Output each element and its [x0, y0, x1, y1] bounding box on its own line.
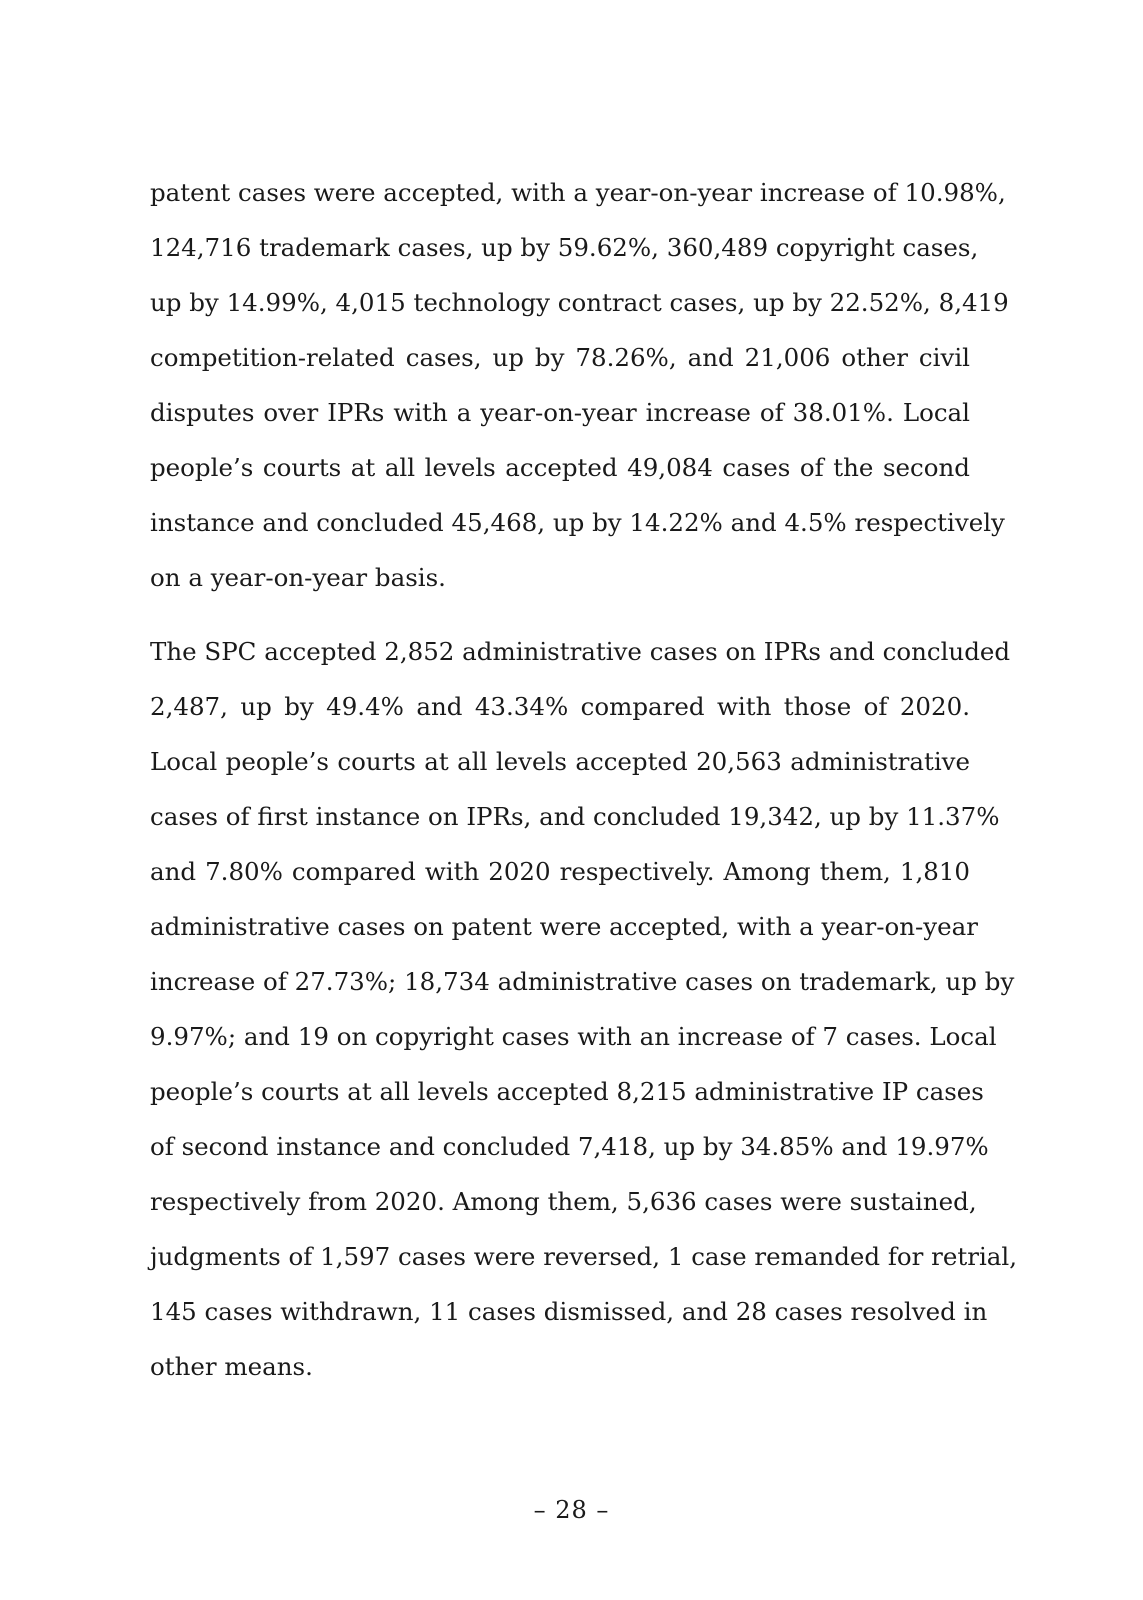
text-line: 145 cases withdrawn, 11 cases dismissed, and 28 cases resolved in	[150, 1297, 988, 1326]
text-line: up by 14.99%, 4,015 technology contract cases, up by 22.52%, 8,419	[150, 288, 1009, 317]
text-line: and 7.80% compared with 2020 respectively. Among them, 1,810	[150, 857, 970, 886]
text-line: 9.97%; and 19 on copyright cases with an increase of 7 cases. Local	[150, 1022, 997, 1051]
text-line: competition-related cases, up by 78.26%, and 21,006 other civil	[150, 343, 970, 372]
body-text	[150, 165, 1018, 1394]
text-line: of second instance and concluded 7,418, up by 34.85% and 19.97%	[150, 1132, 989, 1161]
text-line: Local people’s courts at all levels accepted 20,563 administrative	[150, 747, 970, 776]
text-line: instance and concluded 45,468, up by 14.22% and 4.5% respectively	[150, 508, 1005, 537]
text-line: The SPC accepted 2,852 administrative cases on IPRs and concluded	[150, 637, 1011, 666]
text-line: other means.	[150, 1352, 313, 1381]
text-line: 124,716 trademark cases, up by 59.62%, 360,489 copyright cases,	[150, 233, 979, 262]
text-line: judgments of 1,597 cases were reversed, 1 case remanded for retrial,	[150, 1242, 1018, 1271]
text-line: administrative cases on patent were accepted, with a year-on-year	[150, 912, 978, 941]
text-line: 2,487, up by 49.4% and 43.34% compared with those of 2020.	[150, 692, 970, 721]
text-line: cases of first instance on IPRs, and concluded 19,342, up by 11.37%	[150, 802, 1000, 831]
text-line: on a year-on-year basis.	[150, 563, 446, 592]
paragraph-1	[150, 165, 1009, 605]
text-line: patent cases were accepted, with a year-on-year increase of 10.98%,	[150, 178, 1006, 207]
text-line: people’s courts at all levels accepted 49,084 cases of the second	[150, 453, 970, 482]
paragraph-2	[150, 624, 1018, 1394]
text-line: respectively from 2020. Among them, 5,636 cases were sustained,	[150, 1187, 977, 1216]
page-number: – 28 –	[533, 1496, 610, 1524]
text-line: increase of 27.73%; 18,734 administrative cases on trademark, up by	[150, 967, 1015, 996]
text-line: people’s courts at all levels accepted 8,215 administrative IP cases	[150, 1077, 984, 1106]
text-line: disputes over IPRs with a year-on-year increase of 38.01%. Local	[150, 398, 970, 427]
